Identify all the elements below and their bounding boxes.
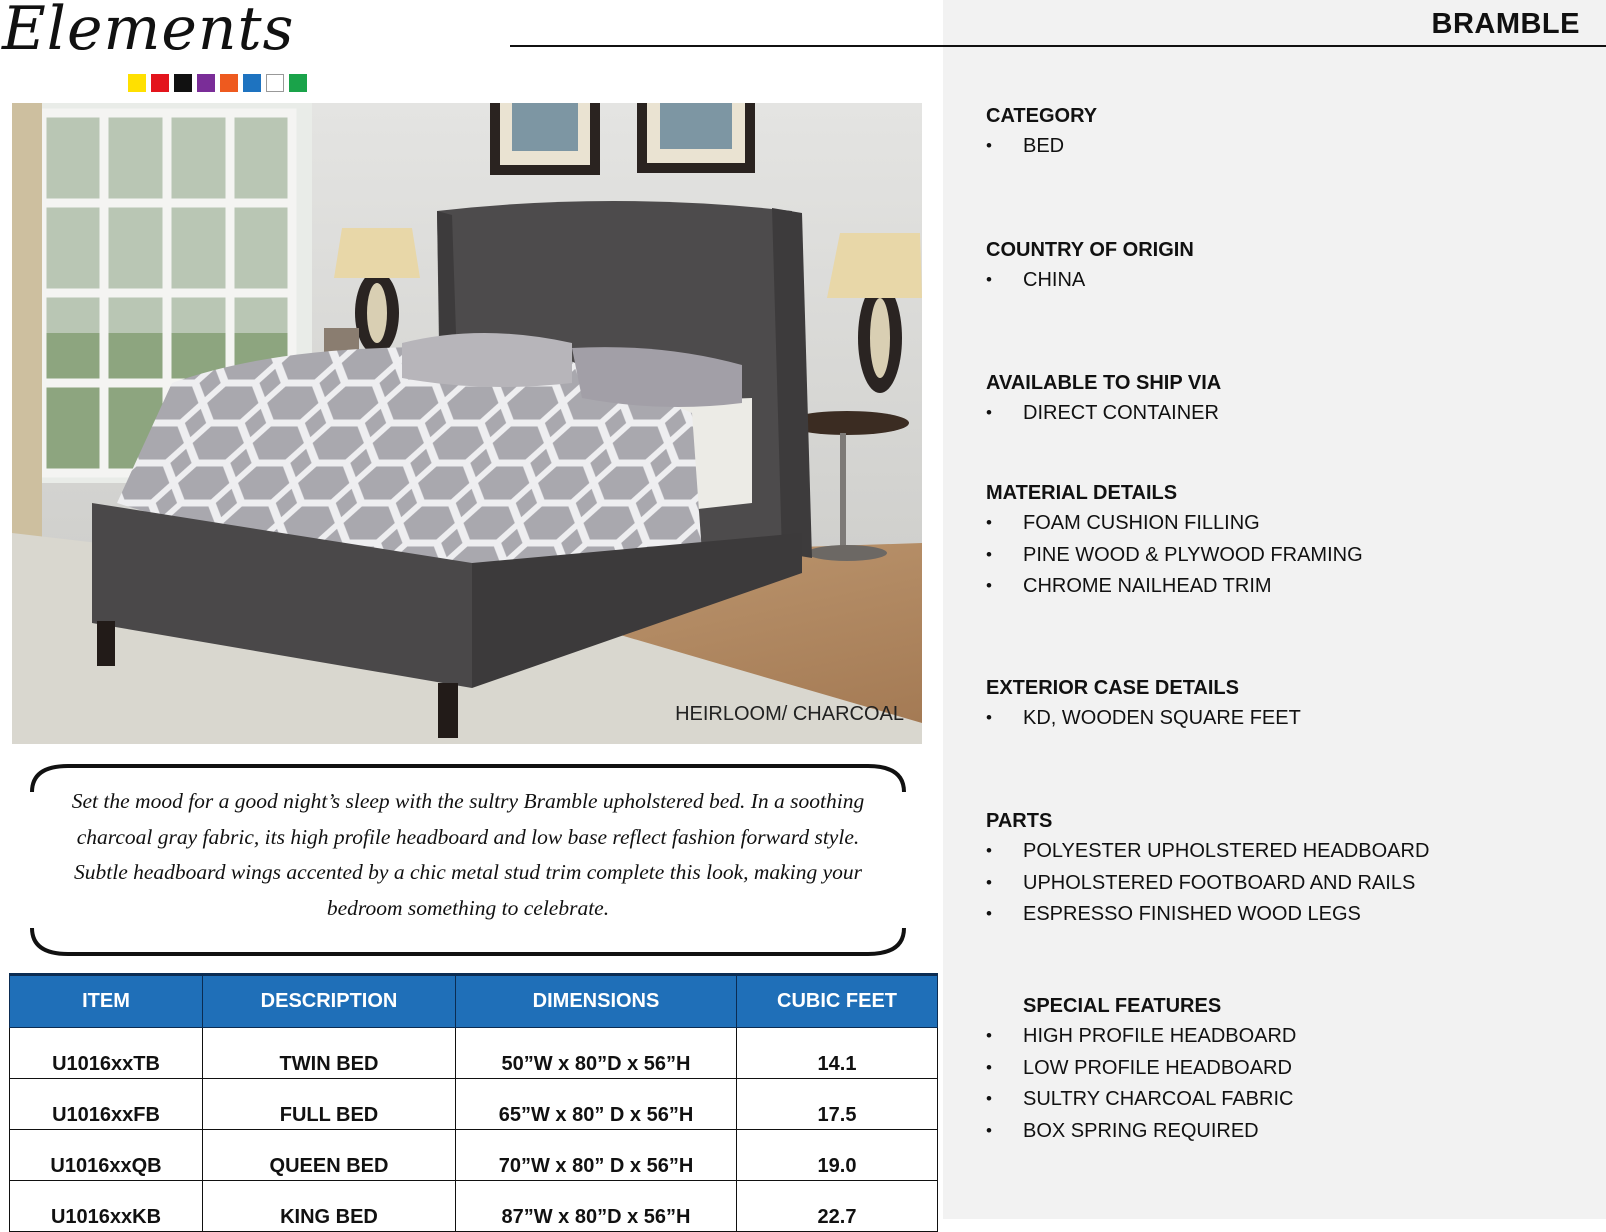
cubic-feet-cell: 14.1: [737, 1028, 938, 1079]
item-code-cell: U1016xxFB: [10, 1079, 203, 1130]
description-cell: KING BED: [203, 1181, 456, 1232]
color-swatch: [174, 74, 192, 92]
item-code-cell: U1016xxKB: [10, 1181, 203, 1232]
bedroom-scene-illustration: [12, 103, 922, 744]
color-swatch: [128, 74, 146, 92]
section-special-features: [986, 991, 1296, 1147]
title-rule: [510, 45, 1606, 47]
color-swatch: [243, 74, 261, 92]
list-item: • CHROME NAILHEAD TRIM: [986, 571, 1363, 603]
list-item: • BED: [986, 131, 1097, 163]
color-swatch: [289, 74, 307, 92]
table-row: [10, 1181, 938, 1232]
dimensions-cell: 65”W x 80” D x 56”H: [456, 1079, 737, 1130]
cubic-feet-cell: 22.7: [737, 1181, 938, 1232]
column-header-cubic-feet: CUBIC FEET: [737, 975, 938, 1028]
list-item: • KD, WOODEN SQUARE FEET: [986, 703, 1301, 735]
description-cell: QUEEN BED: [203, 1130, 456, 1181]
section-title: MATERIAL DETAILS: [986, 482, 1178, 504]
brand-logo: Elements: [2, 0, 295, 64]
section-category: [986, 101, 1097, 163]
section-ship-via: [986, 368, 1221, 430]
list-item: • FOAM CUSHION FILLING: [986, 508, 1363, 540]
list-item: • ESPRESSO FINISHED WOOD LEGS: [986, 899, 1429, 931]
section-title: COUNTRY OF ORIGIN: [986, 239, 1194, 261]
item-code-cell: U1016xxQB: [10, 1130, 203, 1181]
description-cell: FULL BED: [203, 1079, 456, 1130]
section-title: AVAILABLE TO SHIP VIA: [986, 372, 1222, 394]
list-item: • DIRECT CONTAINER: [986, 398, 1221, 430]
dimensions-cell: 50”W x 80”D x 56”H: [456, 1028, 737, 1079]
dimensions-cell: 87”W x 80”D x 56”H: [456, 1181, 737, 1232]
list-item: • BOX SPRING REQUIRED: [986, 1116, 1296, 1148]
column-header-dimensions: DIMENSIONS: [456, 975, 737, 1028]
section-material-details: [986, 478, 1363, 603]
item-code-cell: U1016xxTB: [10, 1028, 203, 1079]
list-item: • POLYESTER UPHOLSTERED HEADBOARD: [986, 836, 1429, 868]
product-description: Set the mood for a good night’s sleep with the sultry Bramble upholstered bed. In a soothing charcoal gray fabric, its high profile headboard and low base reflect fashion forward style. Subtle headboard wings accented by a chic metal stud trim complete this look, making your bedroom something to celebrate.: [71, 789, 865, 920]
table-row: [10, 1028, 938, 1079]
table-row: [10, 1079, 938, 1130]
table-row: [10, 1130, 938, 1181]
column-header-item: ITEM: [10, 975, 203, 1028]
list-item: • LOW PROFILE HEADBOARD: [986, 1053, 1296, 1085]
table-header-row: [10, 975, 938, 1028]
color-swatch: [220, 74, 238, 92]
section-exterior-case-details: [986, 673, 1301, 735]
column-header-description: DESCRIPTION: [203, 975, 456, 1028]
description-cell: TWIN BED: [203, 1028, 456, 1079]
spec-table: [9, 973, 938, 1232]
color-swatch: [151, 74, 169, 92]
cubic-feet-cell: 17.5: [737, 1079, 938, 1130]
section-title: CATEGORY: [986, 105, 1098, 127]
cubic-feet-cell: 19.0: [737, 1130, 938, 1181]
description-box: [28, 762, 908, 958]
section-title: PARTS: [986, 810, 1053, 832]
color-swatch: [197, 74, 215, 92]
list-item: • PINE WOOD & PLYWOOD FRAMING: [986, 540, 1363, 572]
section-country-of-origin: [986, 235, 1194, 297]
dimensions-cell: 70”W x 80” D x 56”H: [456, 1130, 737, 1181]
list-item: • UPHOLSTERED FOOTBOARD AND RAILS: [986, 868, 1429, 900]
photo-caption: HEIRLOOM/ CHARCOAL: [675, 703, 904, 725]
product-title: BRAMBLE: [1431, 8, 1580, 40]
color-swatches: [128, 74, 307, 92]
product-photo: [12, 103, 922, 744]
section-title: EXTERIOR CASE DETAILS: [986, 677, 1239, 699]
list-item: • CHINA: [986, 265, 1194, 297]
section-parts: [986, 806, 1429, 931]
list-item: • SULTRY CHARCOAL FABRIC: [986, 1084, 1296, 1116]
list-item: • HIGH PROFILE HEADBOARD: [986, 1021, 1296, 1053]
color-swatch: [266, 74, 284, 92]
section-title: SPECIAL FEATURES: [1023, 995, 1222, 1017]
